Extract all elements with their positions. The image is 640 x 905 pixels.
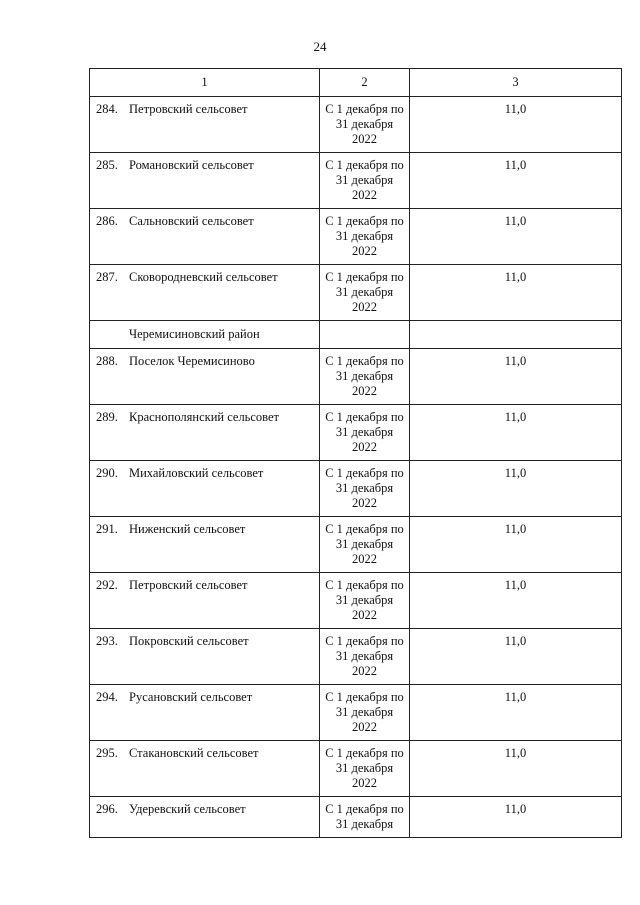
row-number: 296. — [96, 802, 118, 816]
value-cell — [410, 349, 622, 405]
period-line: 2022 — [352, 244, 377, 258]
settlement-cell — [90, 405, 320, 461]
period-line: 2022 — [352, 496, 377, 510]
settlement-cell — [90, 741, 320, 797]
district-row — [90, 321, 622, 349]
period-text — [320, 629, 409, 679]
period-line: С 1 декабря по — [325, 690, 404, 704]
settlement-entry — [90, 573, 319, 593]
table-row — [90, 405, 622, 461]
row-number: 288. — [96, 354, 118, 368]
period-line: 2022 — [352, 188, 377, 202]
district-name: Черемисиновский район — [129, 327, 260, 341]
row-number: 290. — [96, 466, 118, 480]
table-row — [90, 741, 622, 797]
value-text: 11,0 — [504, 410, 527, 424]
value-cell — [410, 97, 622, 153]
period-cell — [320, 349, 410, 405]
settlement-name: Михайловский сельсовет — [129, 466, 264, 480]
column-header-3: 3 — [410, 69, 622, 97]
settlement-name: Петровский сельсовет — [129, 578, 248, 592]
period-text — [320, 97, 409, 147]
period-line: С 1 декабря по — [325, 354, 404, 368]
settlement-entry — [90, 741, 319, 761]
period-text — [320, 461, 409, 511]
row-number: 291. — [96, 522, 118, 536]
settlement-cell — [90, 349, 320, 405]
period-cell — [320, 573, 410, 629]
settlement-entry — [90, 461, 319, 481]
settlement-entry — [90, 797, 319, 817]
period-line: С 1 декабря по — [325, 634, 404, 648]
value-text: 11,0 — [504, 802, 527, 816]
period-line: С 1 декабря по — [325, 158, 404, 172]
period-cell — [320, 741, 410, 797]
period-line: 2022 — [352, 384, 377, 398]
period-line: С 1 декабря по — [325, 410, 404, 424]
period-line: 2022 — [352, 664, 377, 678]
table-row — [90, 629, 622, 685]
settlement-entry — [90, 685, 319, 705]
settlement-name: Сальновский сельсовет — [129, 214, 254, 228]
table-row — [90, 797, 622, 838]
period-text — [320, 741, 409, 791]
settlement-name: Покровский сельсовет — [129, 634, 249, 648]
period-line: 2022 — [352, 608, 377, 622]
table-row — [90, 517, 622, 573]
value-cell — [410, 573, 622, 629]
table-row — [90, 461, 622, 517]
value-text: 11,0 — [504, 466, 527, 480]
table-row — [90, 97, 622, 153]
period-line: С 1 декабря по — [325, 522, 404, 536]
settlement-cell — [90, 797, 320, 838]
settlement-name: Петровский сельсовет — [129, 102, 248, 116]
row-number: 289. — [96, 410, 118, 424]
period-line: 31 декабря — [335, 761, 394, 775]
period-line: С 1 декабря по — [325, 270, 404, 284]
period-cell — [320, 153, 410, 209]
table-body — [90, 97, 622, 838]
period-line: 2022 — [352, 720, 377, 734]
period-line: 31 декабря — [335, 817, 394, 831]
table-row — [90, 685, 622, 741]
settlement-cell — [90, 209, 320, 265]
settlement-cell — [90, 97, 320, 153]
value-text: 11,0 — [504, 270, 527, 284]
period-line: С 1 декабря по — [325, 802, 404, 816]
period-cell — [320, 405, 410, 461]
period-line: 31 декабря — [335, 649, 394, 663]
value-text: 11,0 — [504, 578, 527, 592]
value-cell — [410, 265, 622, 321]
settlement-entry — [90, 349, 319, 369]
row-number: 292. — [96, 578, 118, 592]
period-text — [320, 405, 409, 455]
period-text — [320, 265, 409, 315]
row-number: 286. — [96, 214, 118, 228]
value-text: 11,0 — [504, 746, 527, 760]
period-text — [320, 349, 409, 399]
period-cell — [320, 685, 410, 741]
settlement-name: Русановский сельсовет — [129, 690, 253, 704]
period-cell — [320, 517, 410, 573]
period-line: С 1 декабря по — [325, 466, 404, 480]
period-line: С 1 декабря по — [325, 102, 404, 116]
settlement-entry — [90, 405, 319, 425]
document-table — [89, 68, 622, 838]
period-text — [320, 573, 409, 623]
table-row — [90, 349, 622, 405]
column-header-1: 1 — [90, 69, 320, 97]
settlement-name: Сковородневский сельсовет — [129, 270, 278, 284]
row-number: 295. — [96, 746, 118, 760]
empty-cell — [410, 321, 622, 349]
table-row — [90, 209, 622, 265]
value-text: 11,0 — [504, 214, 527, 228]
settlement-entry — [90, 209, 319, 229]
settlement-name: Стакановский сельсовет — [129, 746, 259, 760]
page-number: 24 — [313, 39, 327, 54]
settlement-name: Краснополянский сельсовет — [129, 410, 280, 424]
period-line: 2022 — [352, 440, 377, 454]
period-text — [320, 517, 409, 567]
value-cell — [410, 153, 622, 209]
period-line: С 1 декабря по — [325, 578, 404, 592]
value-cell — [410, 685, 622, 741]
period-line: 2022 — [352, 552, 377, 566]
settlement-cell — [90, 685, 320, 741]
period-line: С 1 декабря по — [325, 746, 404, 760]
period-line: 31 декабря — [335, 369, 394, 383]
period-line: 31 декабря — [335, 705, 394, 719]
settlement-name: Поселок Черемисиново — [129, 354, 255, 368]
value-text: 11,0 — [504, 354, 527, 368]
settlement-cell — [90, 461, 320, 517]
settlement-cell — [90, 517, 320, 573]
table-row — [90, 153, 622, 209]
row-number: 293. — [96, 634, 118, 648]
value-text: 11,0 — [504, 158, 527, 172]
table-row — [90, 265, 622, 321]
value-cell — [410, 461, 622, 517]
value-text: 11,0 — [504, 102, 527, 116]
period-line: 31 декабря — [335, 229, 394, 243]
settlement-entry — [90, 629, 319, 649]
settlement-entry — [90, 97, 319, 117]
value-text: 11,0 — [504, 634, 527, 648]
period-text — [320, 153, 409, 203]
period-text — [320, 685, 409, 735]
row-number: 294. — [96, 690, 118, 704]
settlement-entry — [90, 153, 319, 173]
period-line: С 1 декабря по — [325, 214, 404, 228]
period-line: 2022 — [352, 776, 377, 790]
period-line: 31 декабря — [335, 481, 394, 495]
period-cell — [320, 209, 410, 265]
period-line: 2022 — [352, 300, 377, 314]
period-line: 31 декабря — [335, 425, 394, 439]
period-line: 31 декабря — [335, 537, 394, 551]
period-line: 31 декабря — [335, 593, 394, 607]
value-cell — [410, 405, 622, 461]
district-name-cell — [90, 321, 320, 349]
row-number: 284. — [96, 102, 118, 116]
settlement-entry — [90, 517, 319, 537]
period-line: 31 декабря — [335, 173, 394, 187]
period-line: 31 декабря — [335, 285, 394, 299]
table-header-row — [90, 69, 622, 97]
value-cell — [410, 209, 622, 265]
value-cell — [410, 797, 622, 838]
settlement-name: Удеревский сельсовет — [129, 802, 246, 816]
empty-cell — [320, 321, 410, 349]
period-cell — [320, 265, 410, 321]
period-text — [320, 797, 409, 832]
value-cell — [410, 517, 622, 573]
value-cell — [410, 741, 622, 797]
value-cell — [410, 629, 622, 685]
row-number: 285. — [96, 158, 118, 172]
settlement-cell — [90, 153, 320, 209]
settlement-name: Ниженский сельсовет — [129, 522, 246, 536]
period-line: 2022 — [352, 132, 377, 146]
period-cell — [320, 629, 410, 685]
period-cell — [320, 461, 410, 517]
value-text: 11,0 — [504, 522, 527, 536]
settlement-cell — [90, 265, 320, 321]
period-cell — [320, 797, 410, 838]
table-row — [90, 573, 622, 629]
settlement-cell — [90, 629, 320, 685]
period-cell — [320, 97, 410, 153]
row-number: 287. — [96, 270, 118, 284]
settlement-name: Романовский сельсовет — [129, 158, 254, 172]
settlement-entry — [90, 265, 319, 285]
column-header-2: 2 — [320, 69, 410, 97]
period-text — [320, 209, 409, 259]
value-text: 11,0 — [504, 690, 527, 704]
settlement-cell — [90, 573, 320, 629]
period-line: 31 декабря — [335, 117, 394, 131]
